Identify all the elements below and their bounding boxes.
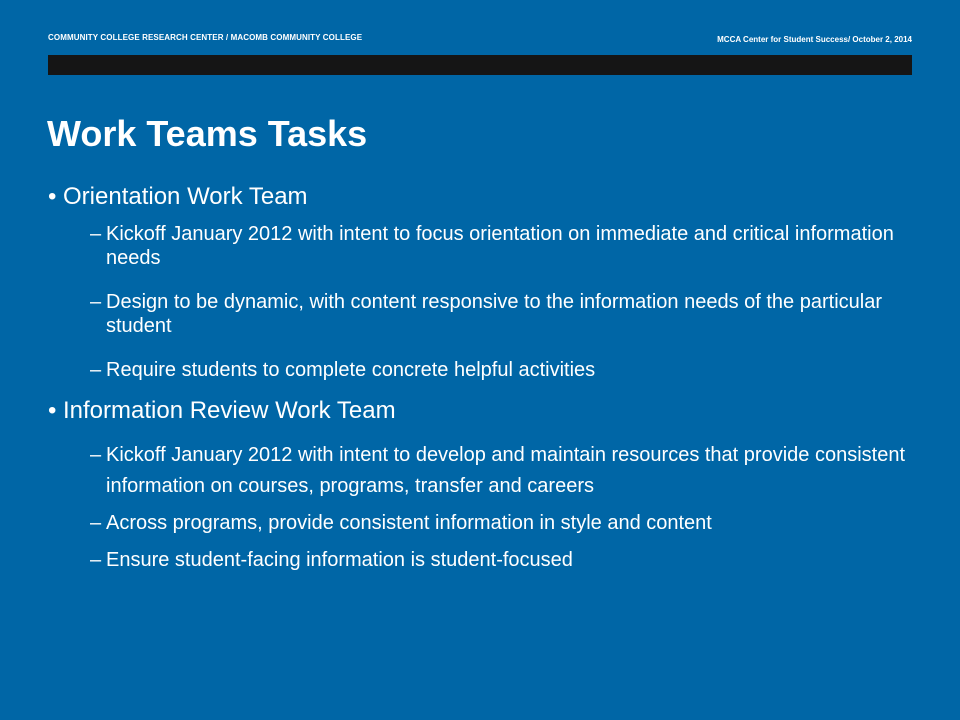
dash-icon: –	[90, 512, 102, 534]
slide-content	[48, 180, 908, 576]
sub-bullet-text: Kickoff January 2012 with intent to develop and maintain resources that provide consistent information on courses, programs, transfer and careers	[106, 444, 905, 497]
sub-bullet-text: Across programs, provide consistent information in style and content	[106, 512, 712, 534]
sub-bullet-text: Design to be dynamic, with content responsive to the information needs of the particular student	[106, 291, 882, 337]
dash-icon: –	[90, 291, 102, 313]
sub-bullet	[48, 545, 908, 576]
header-left-text: COMMUNITY COLLEGE RESEARCH CENTER / MACOMB COMMUNITY COLLEGE	[48, 33, 363, 42]
section-orientation-work-team	[48, 180, 908, 382]
bullet-icon: •	[48, 183, 57, 210]
dash-icon: –	[90, 359, 102, 381]
header-right-text: MCCA Center for Student Success/ October 2, 2014	[717, 35, 912, 44]
bullet-heading	[48, 394, 908, 428]
slide-title: Work Teams Tasks	[47, 113, 368, 154]
sub-bullet-text: Kickoff January 2012 with intent to focus orientation on immediate and critical information needs	[106, 223, 894, 269]
sub-bullet	[48, 508, 908, 539]
sub-bullet	[48, 222, 908, 270]
sub-bullet-text: Ensure student-facing information is student-focused	[106, 549, 573, 571]
bullet-heading-text: Information Review Work Team	[63, 397, 396, 424]
header-bar	[48, 55, 912, 75]
sub-bullet	[48, 290, 908, 338]
section-information-review-work-team	[48, 394, 908, 576]
dash-icon: –	[90, 444, 102, 466]
sub-bullet	[48, 440, 908, 502]
dash-icon: –	[90, 223, 102, 245]
sub-bullet	[48, 358, 908, 382]
bullet-heading	[48, 180, 908, 214]
bullet-heading-text: Orientation Work Team	[63, 183, 308, 210]
dash-icon: –	[90, 549, 102, 571]
sub-bullet-text: Require students to complete concrete helpful activities	[106, 359, 596, 381]
bullet-icon: •	[48, 397, 57, 424]
